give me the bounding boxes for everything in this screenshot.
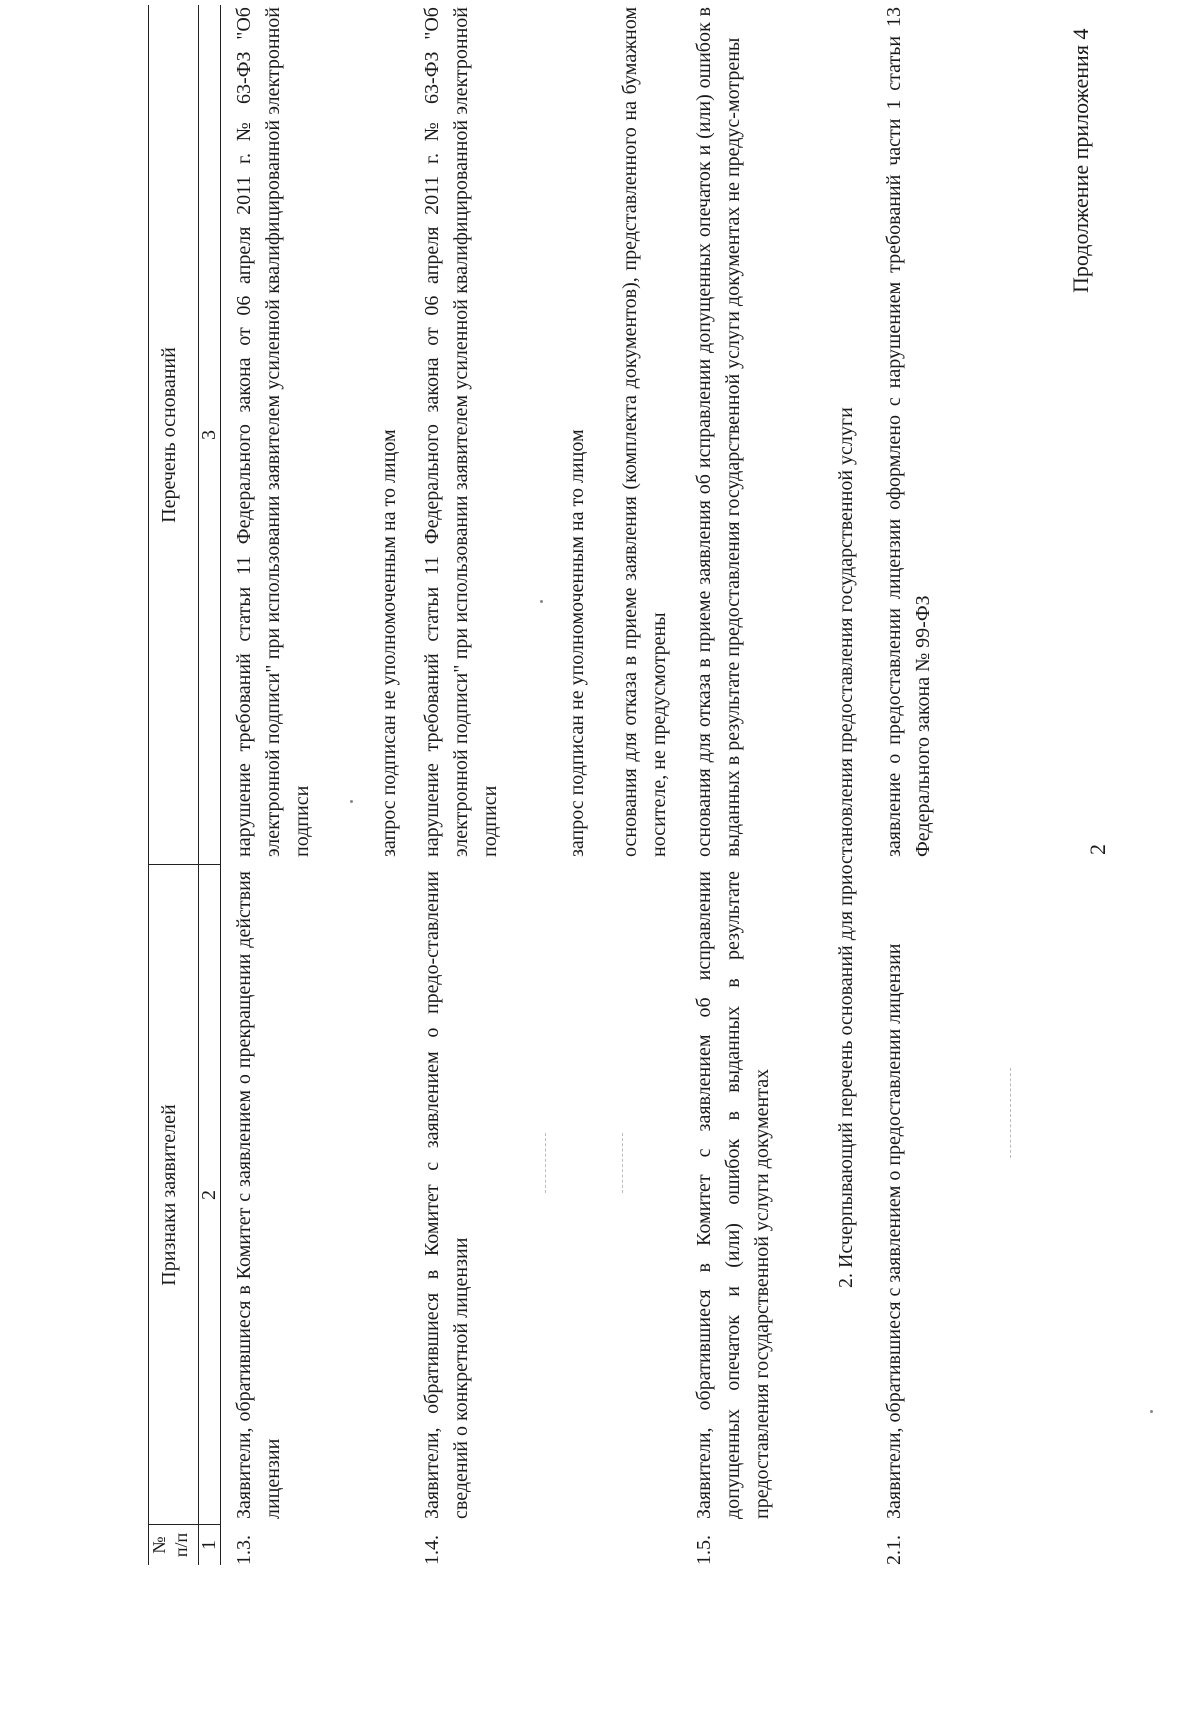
header-grounds-label: Перечень оснований [158, 347, 180, 523]
header-top-line [148, 5, 149, 1565]
scan-artifact [350, 800, 353, 803]
row-number: 1.5. [693, 1535, 715, 1565]
page-number: 2 [1085, 844, 1110, 855]
header-num-label [148, 1525, 192, 1565]
row-applicant: Заявители, обратившиеся в Комитет с заявлением о прекращении действия лицензии [233, 871, 284, 1519]
row-applicant: Заявители, обратившиеся в Комитет с заявлением об исправлении допущенных опечаток и (или) ошибок в выданных в результате предоставления государственной услуги документах [693, 871, 773, 1519]
header-number-1: 1 [198, 1540, 220, 1550]
continuation-label: Продолжение приложения 4 [1068, 28, 1093, 293]
section-2-title: 2. Исчерпывающий перечень оснований для приостановления предоставления государственной услуги [835, 407, 857, 1288]
row-ground-1: нарушение требований статьи 11 Федерального закона от 06 апреля 2011 г. № 63-ФЗ "Об электронной подписи" при использовании заявителем усиленной квалифицированной электронной подписи [421, 7, 501, 857]
scan-artifact [1010, 1068, 1011, 1158]
row-ground-3: основания для отказа в приеме заявления (комплекта документов), представленного на бумажном носителе, не предусмотрены [619, 7, 670, 857]
row-ground-1: заявление о предоставлении лицензии оформлено с нарушением требований части 1 статьи 13 Федерального закона № 99-ФЗ [883, 7, 934, 857]
header-number-3: 3 [198, 430, 220, 440]
row-number: 1.3. [233, 1535, 255, 1565]
row-applicant: Заявители, обратившиеся с заявлением о предоставлении лицензии [883, 943, 905, 1519]
table-header [148, 5, 218, 1565]
row-ground-2: запрос подписан не уполномоченным на то лицом [566, 429, 588, 857]
row-number: 2.1. [883, 1535, 905, 1565]
row-ground-1: нарушение требований статьи 11 Федерального закона от 06 апреля 2011 г. № 63-ФЗ "Об электронной подписи" при использовании заявителем усиленной квалифицированной электронной подписи [233, 7, 313, 857]
scan-artifact [540, 600, 543, 603]
row-applicant: Заявители, обратившиеся в Комитет с заявлением о предо-ставлении сведений о конкретной лицензии [421, 871, 472, 1519]
row-number: 1.4. [421, 1535, 443, 1565]
scan-artifact [1150, 1410, 1153, 1413]
row-ground-1: основания для отказа в приеме заявления об исправлении допущенных опечаток и (или) ошибок в выданных в результате предоставления государственной услуги документах не предус-мотрены [693, 7, 744, 857]
scan-artifact [622, 1133, 623, 1193]
header-applicants-label: Признаки заявителей [158, 1104, 180, 1286]
row-ground-2: запрос подписан не уполномоченным на то лицом [378, 429, 400, 857]
header-num-text: № п/п [149, 1532, 191, 1558]
scan-artifact [545, 1133, 546, 1193]
header-number-2: 2 [198, 1190, 220, 1200]
